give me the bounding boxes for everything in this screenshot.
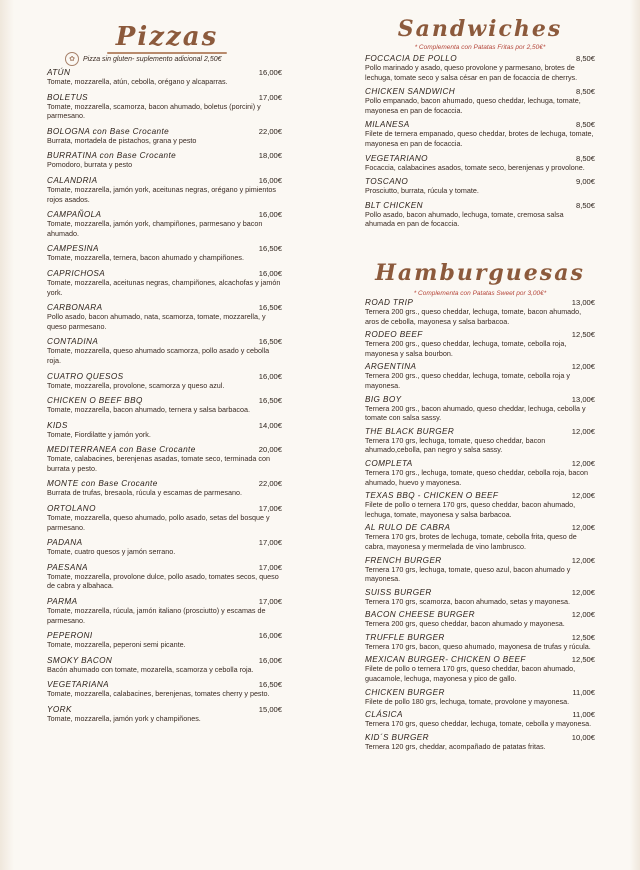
menu-item-price: 16,00€ (258, 175, 282, 185)
menu-item-description: Ternera 200 grs., bacon ahumado, queso cheddar, lechuga, cebolla y tomate con salsa sassy. (365, 403, 586, 423)
menu-item-name: CLÁSICA (365, 710, 403, 720)
menu-item-name: ATÚN (47, 68, 71, 77)
menu-item (47, 176, 282, 204)
menu-item-name: PAESANA (47, 562, 88, 572)
menu-item (365, 688, 595, 707)
menu-item-name: FRENCH BURGER (365, 555, 442, 565)
menu-item-name: BACON CHEESE BURGER (365, 610, 475, 620)
menu-item-name: TRUFFLE BURGER (365, 632, 445, 642)
menu-item-price: 16,00€ (258, 631, 282, 641)
menu-item (47, 337, 282, 365)
menu-item-description: Ternera 170 grs, lechuga, tomate, queso azul, bacon ahumado y mayonesa. (365, 564, 571, 584)
hamburguesas-note: * Complementa con Patatas Sweet por 3,00€* (413, 290, 547, 297)
menu-item (47, 269, 282, 297)
menu-item (47, 656, 282, 675)
menu-item (47, 445, 282, 473)
menu-item-price: 22,00€ (258, 126, 282, 136)
menu-item-description: Filete de ternera empanado, queso cheddar, brotes de lechuga, tomate, mayonesa en pan de focaccia. (365, 129, 594, 148)
menu-item (365, 120, 595, 148)
menu-item-name: AL RULO DE CABRA (365, 523, 451, 533)
menu-item (47, 210, 282, 238)
menu-item-description: Tomate, mozzarella, peperoni semi picante. (47, 640, 186, 650)
menu-item (47, 479, 282, 498)
menu-item-description: Ternera 170 grs, lechuga, tomate, queso cheddar, bacon ahumado,cebolla, pan negro y salsa sassy. (365, 435, 546, 455)
menu-item-price: 12,00€ (571, 426, 595, 436)
menu-item (365, 733, 595, 752)
menu-item-price: 11,00€ (572, 710, 595, 720)
menu-item-name: VEGETARIANO (365, 153, 428, 163)
menu-item-description: Tomate, mozzarella, provolone, scamorza y queso azul. (47, 380, 225, 390)
menu-item-price: 16,50€ (258, 680, 282, 690)
menu-item-description: Ternera 200 grs, queso cheddar, bacon ahumado y mayonesa. (365, 619, 565, 629)
menu-item (47, 151, 282, 170)
menu-item (47, 538, 282, 557)
menu-item-name: CAMPAÑOLA (47, 210, 102, 220)
menu-item-name: BIG BOY (365, 394, 402, 404)
page-edge-left (0, 0, 14, 870)
menu-item-price: 12,00€ (571, 362, 595, 372)
menu-item (365, 362, 595, 390)
menu-item-description: Tomate, mozzarella, provolone dulce, pollo asado, tomates secos, queso de cabra y albahaca. (47, 571, 279, 591)
menu-item-description: Ternera 200 grs., queso cheddar, lechuga, tomate, cebolla roja y mayonesa. (365, 371, 570, 390)
menu-item-price: 12,50€ (571, 330, 595, 340)
menu-item-description: Filete de pollo o ternera 170 grs, queso cheddar, bacon ahumado, guacamole, lechuga, mayonesa y pico de gallo. (365, 664, 576, 684)
menu-item-description: Tomate, mozzarella, ternera, bacon ahumado y champiñones. (47, 253, 244, 263)
menu-item (47, 93, 282, 121)
menu-item-price: 16,50€ (258, 337, 282, 347)
menu-item-price: 17,00€ (258, 504, 282, 514)
sandwiches-title: Sandwiches (397, 16, 563, 42)
menu-item-description: Focaccia, calabacines asados, tomate seco, berenjenas y provolone. (365, 162, 585, 172)
menu-item-description: Tomate, cuatro quesos y jamón serrano. (47, 547, 176, 557)
menu-item (365, 588, 595, 607)
menu-item-description: Tomate, mozzarella, jamón york, aceitunas negras, orégano y pimientos rojos asados. (47, 184, 276, 204)
wheat-icon: ✿ (65, 52, 79, 66)
menu-item (365, 298, 595, 326)
menu-item-description: Pollo asado, bacon ahumado, nata, scamorza, tomate, mozzarella, y queso parmesano. (47, 312, 266, 331)
menu-item-name: ORTOLANO (47, 504, 96, 514)
menu-item-price: 17,00€ (258, 538, 282, 548)
menu-item-description: Tomate, mozzarella, calabacines, berenjenas, tomates cherry y pesto. (47, 689, 270, 699)
menu-item-name: BLT CHICKEN (365, 200, 423, 210)
menu-item (47, 244, 282, 263)
menu-item-price: 14,00€ (258, 420, 282, 430)
menu-item-price: 12,00€ (571, 610, 595, 620)
menu-item-description: Ternera 170 grs, scamorza, bacon ahumado, setas y mayonesa. (365, 596, 570, 606)
menu-item-price: 16,00€ (258, 371, 282, 381)
menu-item-price: 12,00€ (571, 555, 595, 565)
menu-item (47, 631, 282, 650)
menu-item-name: MONTE con Base Crocante (47, 479, 158, 489)
menu-item-description: Tomate, mozzarella, atún, cebolla, orégano y alcaparras. (47, 77, 228, 86)
menu-item (47, 597, 282, 625)
menu-item-price: 16,50€ (258, 244, 282, 254)
menu-item (47, 372, 282, 391)
menu-item-name: PEPERONI (47, 631, 93, 641)
menu-item (365, 427, 595, 455)
menu-item-name: YORK (47, 705, 72, 714)
menu-item-description: Tomate, Fiordilatte y jamón york. (47, 429, 151, 439)
menu-item (365, 87, 595, 115)
menu-item-price: 8,50€ (575, 54, 595, 63)
menu-item-name: ROAD TRIP (365, 298, 414, 307)
menu-item-name: BURRATINA con Base Crocante (47, 151, 177, 161)
menu-item-name: MEXICAN BURGER- CHICKEN O BEEF (365, 655, 526, 665)
menu-item-price: 17,00€ (258, 597, 282, 607)
menu-item (365, 154, 595, 173)
menu-item-name: ARGENTINA (365, 362, 417, 372)
menu-item (365, 556, 595, 584)
menu-item-price: 13,00€ (571, 298, 595, 307)
menu-item-description: Ternera 170 grs, brotes de lechuga, tomate, cebolla frita, queso de cabra, mayonesa y mermelada de vino lambrusco. (365, 532, 577, 551)
menu-item (365, 395, 595, 423)
menu-item-price: 13,00€ (571, 394, 595, 404)
menu-item-name: BOLETUS (47, 92, 89, 102)
menu-item (365, 459, 595, 487)
menu-item-price: 16,00€ (258, 655, 282, 665)
menu-item-name: SUISS BURGER (365, 587, 432, 597)
menu-item (365, 610, 595, 629)
menu-item-description: Filete de pollo 180 grs, lechuga, tomate, provolone y mayonesa. (365, 696, 570, 706)
menu-item (47, 705, 282, 724)
menu-item-name: THE BLACK BURGER (365, 426, 455, 436)
menu-item-name: FOCCACIA DE POLLO (365, 54, 458, 63)
menu-item-price: 20,00€ (258, 445, 282, 455)
menu-item-description: Ternera 120 grs, cheddar, acompañado de patatas fritas. (365, 741, 546, 751)
menu-item-name: COMPLETA (365, 458, 413, 468)
menu-item-price: 11,00€ (572, 687, 595, 697)
menu-item-description: Ternera 170 grs., lechuga, tomate, queso cheddar, cebolla roja, bacon ahumado, huevo y mayonesa. (365, 467, 588, 487)
menu-item (47, 563, 282, 591)
menu-item-price: 15,00€ (258, 705, 282, 714)
menu-item-name: TEXAS BBQ - CHICKEN O BEEF (365, 491, 499, 501)
menu-item-description: Tomate, mozzarella, jamón york, champiñones, parmesano y bacon ahumado. (47, 219, 263, 238)
menu-item-description: Ternera 170 grs, bacon, queso ahumado, mayonesa de trufas y rúcula. (365, 641, 591, 651)
menu-item-description: Tomate, mozzarella, bacon ahumado, ternera y salsa barbacoa. (47, 405, 250, 415)
menu-item-description: Burrata, mortadela de pistachos, grana y pesto (47, 135, 197, 145)
menu-item-price: 12,50€ (571, 655, 595, 665)
sandwiches-note: * Complementa con Patatas Fritas por 2,50€* (414, 44, 546, 51)
menu-item-price: 16,00€ (258, 210, 282, 220)
pizzas-title: Pizzas (115, 22, 219, 52)
menu-item-name: KIDS (47, 420, 68, 430)
menu-item-name: KID´S BURGER (365, 732, 429, 742)
menu-item (47, 127, 282, 146)
menu-item-description: Bacón ahumado con tomate, mozarella, scamorza y cebolla roja. (47, 664, 254, 674)
menu-item-description: Pomodoro, burrata y pesto (47, 160, 133, 170)
menu-item-price: 16,00€ (258, 68, 282, 77)
pizza-list (47, 68, 282, 730)
menu-item-name: CAMPESINA (47, 244, 99, 254)
menu-item-description: Pollo asado, bacon ahumado, lechuga, tomate, cremosa salsa ahumada en pan de focaccia. (365, 209, 564, 229)
menu-item-price: 17,00€ (258, 562, 282, 572)
menu-item-price: 16,50€ (258, 303, 282, 313)
menu-item-description: Tomate, mozzarella, scamorza, bacon ahumado, boletus (porcini) y parmesano. (47, 101, 261, 121)
menu-item-price: 17,00€ (258, 92, 282, 102)
menu-item-description: Pollo empanado, bacon ahumado, queso cheddar, lechuga, tomate, mayonesa en pan de focaccia. (365, 96, 581, 115)
menu-item-name: BOLOGNA con Base Crocante (47, 126, 170, 136)
menu-item-name: CUATRO QUESOS (47, 371, 124, 381)
menu-item-name: SMOKY BACON (47, 655, 113, 665)
menu-item-description: Tomate, mozzarella, rúcula, jamón italiano (prosciutto) y escamas de parmesano. (47, 606, 266, 625)
menu-item-description: Tomate, mozzarella, queso ahumado, pollo asado, setas del bosque y parmesano. (47, 513, 270, 532)
menu-item-name: PARMA (47, 597, 78, 607)
burger-list (365, 298, 595, 755)
menu-item (47, 421, 282, 440)
menu-item-description: Tomate, mozzarella, queso ahumado scamorza, pollo asado y cebolla roja. (47, 346, 270, 365)
menu-item-name: PADANA (47, 538, 83, 548)
menu-item-price: 8,50€ (575, 200, 595, 210)
menu-item-description: Pollo marinado y asado, queso provolone y parmesano, brotes de lechuga, tomate seco y salsa césar en pan de focaccia de cherrys. (365, 63, 578, 82)
menu-item (365, 330, 595, 358)
menu-item-price: 12,00€ (571, 587, 595, 597)
menu-item (47, 504, 282, 532)
menu-item (365, 54, 595, 82)
menu-item-description: Filete de pollo o ternera 170 grs, queso cheddar, bacon ahumado, lechuga, tomate, mayonesa y salsa barbacoa. (365, 500, 576, 519)
sandwich-list (365, 54, 595, 234)
menu-item-name: CALANDRIA (47, 175, 98, 185)
menu-item-price: 16,50€ (258, 396, 282, 406)
gluten-free-note (65, 52, 222, 66)
menu-item-description: Ternera 200 grs., queso cheddar, lechuga, tomate, cebolla roja, mayonesa y salsa bourbon. (365, 339, 567, 358)
menu-item (365, 655, 595, 683)
menu-item-price: 12,00€ (571, 523, 595, 533)
menu-item-description: Tomate, mozzarella, jamón york y champiñones. (47, 714, 201, 723)
menu-item (365, 491, 595, 519)
menu-item-price: 10,00€ (571, 732, 595, 742)
menu-item-price: 16,00€ (258, 268, 282, 278)
gluten-free-note-text: Pizza sin gluten- suplemento adicional 2,50€ (83, 55, 222, 63)
menu-item-name: CHICKEN SANDWICH (365, 87, 456, 97)
menu-item-price: 12,50€ (571, 632, 595, 642)
menu-item-price: 18,00€ (258, 151, 282, 161)
menu-item-description: Ternera 170 grs, queso cheddar, lechuga, tomate, cebolla y mayonesa. (365, 719, 592, 729)
menu-item (47, 396, 282, 415)
menu-item-description: Prosciutto, burrata, rúcula y tomate. (365, 186, 479, 196)
menu-item-name: VEGETARIANA (47, 680, 110, 690)
menu-item-price: 8,50€ (575, 87, 595, 97)
menu-item (365, 201, 595, 229)
menu-item (365, 633, 595, 652)
menu-item (47, 680, 282, 699)
menu-item (47, 303, 282, 331)
menu-item-price: 9,00€ (575, 177, 595, 187)
menu-item-price: 12,00€ (571, 458, 595, 468)
menu-item-price: 12,00€ (571, 491, 595, 501)
menu-item-name: MEDITERRANEA con Base Crocante (47, 445, 196, 455)
page-edge-right (630, 0, 640, 870)
menu-item-name: CHICKEN BURGER (365, 687, 445, 697)
menu-item-description: Tomate, calabacines, berenjenas asadas, tomate seco, terminada con burrata y pesto. (47, 454, 270, 473)
menu-item (365, 523, 595, 551)
menu-item (365, 177, 595, 196)
menu-item-description: Ternera 200 grs., queso cheddar, lechuga, tomate, bacon ahumado, aros de cebolla, mayonesa y salsa barbacoa. (365, 307, 582, 326)
menu-item-name: RODEO BEEF (365, 330, 423, 340)
menu-item-description: Burrata de trufas, bresaola, rúcula y escamas de parmesano. (47, 488, 242, 498)
menu-item-name: CARBONARA (47, 303, 103, 313)
menu-item-price: 8,50€ (575, 153, 595, 163)
menu-item-description: Tomate, mozzarella, aceitunas negras, champiñones, alcachofas y jamón york. (47, 277, 281, 297)
menu-item-name: CHICKEN O BEEF BBQ (47, 396, 143, 406)
menu-item (365, 710, 595, 729)
menu-item-name: TOSCANO (365, 177, 409, 187)
hamburguesas-title: Hamburguesas (375, 260, 585, 286)
menu-item-name: MILANESA (365, 120, 410, 130)
menu-item-price: 8,50€ (575, 120, 595, 130)
menu-item-name: CAPRICHOSA (47, 268, 106, 278)
menu-item-price: 22,00€ (258, 479, 282, 489)
menu-item (47, 68, 282, 87)
menu-item-name: CONTADINA (47, 337, 99, 347)
